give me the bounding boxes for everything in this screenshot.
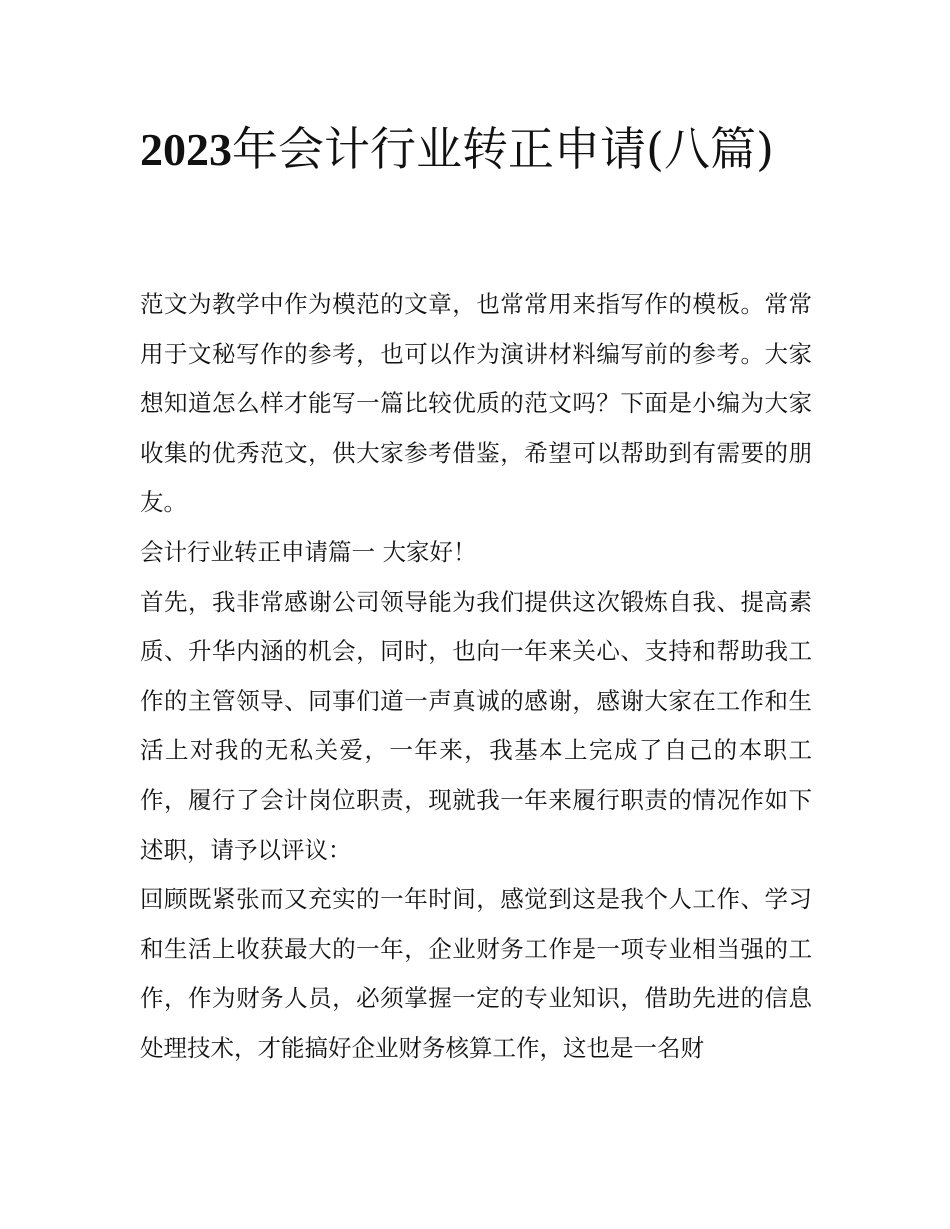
document-title xyxy=(140,118,820,181)
document-body xyxy=(140,280,812,1074)
body-paragraph: 首先，我非常感谢公司领导能为我们提供这次锻炼自我、提高素质、升华内涵的机会，同时，也向一年来关心、支持和帮助我工作的主管领导、同事们道一声真诚的感谢，感谢大家在工作和生活上对我的无私关爱，一年来，我基本上完成了自己的本职工作，履行了会计岗位职责，现就我一年来履行职责的情况作如下述职，请予以评议： xyxy=(140,587,812,864)
intro-paragraph: 范文为教学中作为模范的文章，也常常用来指写作的模板。常常用于文秘写作的参考，也可以作为演讲材料编写前的参考。大家想知道怎么样才能写一篇比较优质的范文吗？下面是小编为大家收集的优秀范文，供大家参考借鉴，希望可以帮助到有需要的朋友。 xyxy=(140,290,812,517)
body-paragraph: 回顾既紧张而又充实的一年时间，感觉到这是我个人工作、学习和生活上收获最大的一年，企业财务工作是一项专业相当强的工作，作为财务人员，必须掌握一定的专业知识，借助先进的信息处理技术，才能搞好企业财务核算工作，这也是一名财 xyxy=(140,885,812,1062)
section-heading-paragraph: 会计行业转正申请篇一 大家好！ xyxy=(140,537,477,566)
title-year: 2023 xyxy=(140,124,232,175)
title-text: 年会计行业转正申请(八篇) xyxy=(232,122,774,176)
